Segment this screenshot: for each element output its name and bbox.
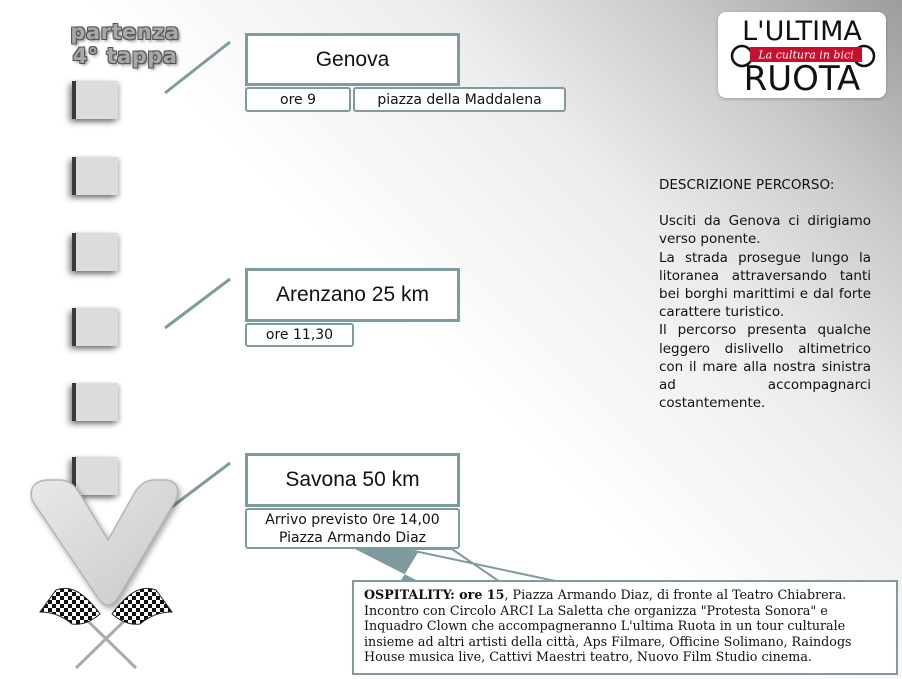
stage-name: Arenzano 25 km xyxy=(276,283,429,306)
route-description xyxy=(659,176,871,412)
stage-savona xyxy=(245,453,460,507)
description-line: La strada prosegue lungo la litoranea attraversando tanti bei borghi marittimi e dal forte carattere turistico. xyxy=(659,249,871,321)
stage-name: Savona 50 km xyxy=(285,468,420,491)
title-line-2: 4° tappa xyxy=(72,44,178,68)
logo-text-top: L'ULTIMA xyxy=(742,16,862,47)
stage-arrival: Arrivo previsto 0re 14,00 Piazza Armando Diaz xyxy=(245,508,460,549)
stage-time: ore 11,30 xyxy=(245,323,354,347)
logo-text-bottom: RUOTA xyxy=(743,59,861,98)
stage-time: ore 9 xyxy=(245,87,351,112)
stage-arenzano xyxy=(245,268,460,322)
stage-name: Genova xyxy=(315,47,390,71)
description-line: Il percorso presenta qualche leggero dislivello altimetrico con il mare alla nostra sinistra ad accompagnarci costantemente. xyxy=(659,322,871,412)
description-line: Usciti da Genova ci dirigiamo verso ponente. xyxy=(659,213,871,248)
stage-place: piazza della Maddalena xyxy=(353,87,566,112)
connector-line xyxy=(165,42,230,93)
connector-line xyxy=(165,279,230,328)
hospitality-text: , Piazza Armando Diaz, di fronte al Teatro Chiabrera. Incontro con Circolo ARCI La Saletta che organizza "Protesta Sonora" e Inquadro Clown che accompagneranno L'ultima Ruota in un tour culturale insieme ad altri artisti della città, Aps Filmare, Officine Solimano, Raindogs House musica live, Cattivi Maestri teatro, Nuovo Film Studio cinema. xyxy=(364,587,852,664)
hospitality-box xyxy=(352,580,898,675)
title-line-1: partenza xyxy=(70,20,180,44)
stage-genova xyxy=(245,33,460,86)
down-arrow-icon xyxy=(31,480,177,605)
description-heading: DESCRIZIONE PERCORSO: xyxy=(659,177,835,193)
hospitality-label: OSPITALITY: ore 15 xyxy=(364,587,505,602)
logo xyxy=(718,12,886,98)
logo-tagline: La cultura in bici xyxy=(758,48,854,62)
